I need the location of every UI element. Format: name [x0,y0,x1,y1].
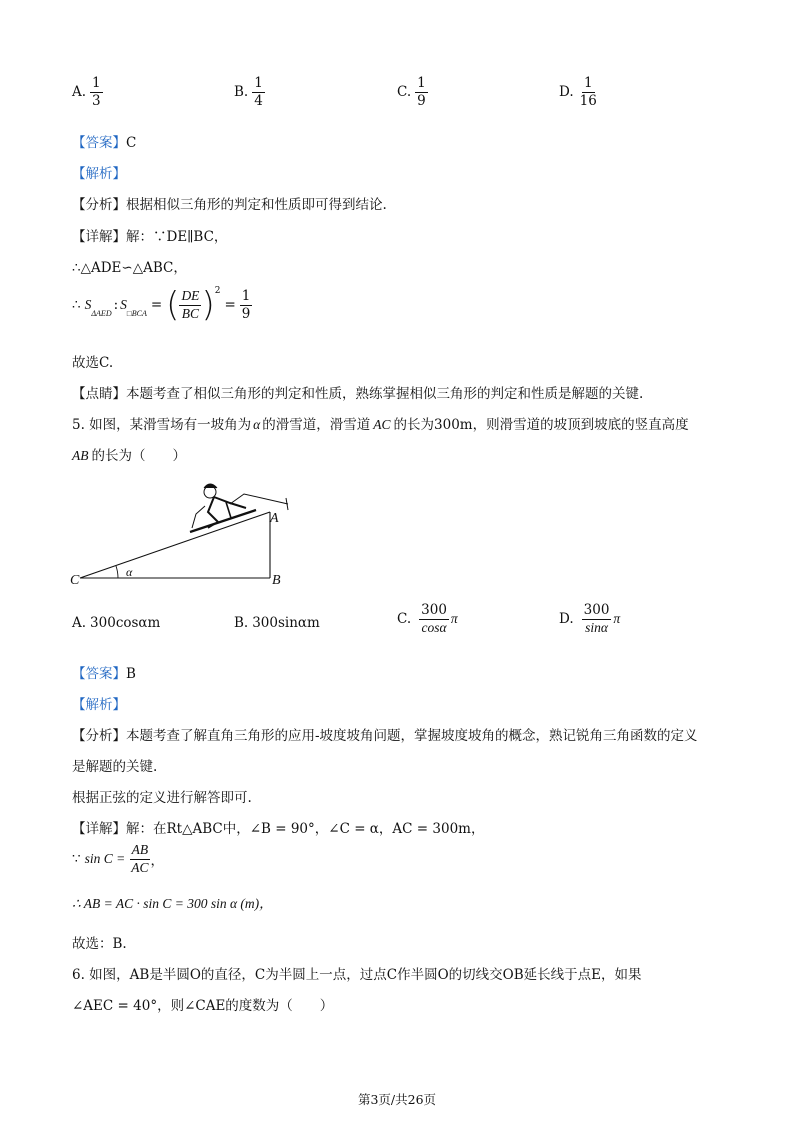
q5-result-formula: ∴ AB = AC · sin C = 300 sin α (m)， [72,896,273,911]
numerator: 300 [583,602,610,618]
page-footer: 第3页/共26页 [357,1092,437,1107]
detail-text: 解：∵DE∥BC， [126,229,228,245]
label-c: C [70,573,80,588]
q5-option-a [72,615,160,631]
area-symbol: S [84,297,92,312]
option-label: D. [559,84,574,101]
q4-analysis-tag: 【解析】 [72,166,126,182]
fraction [179,289,201,322]
q4-detail [72,225,227,245]
fenxi-text: 本题考查了解直角三角形的应用-坡度坡角问题，掌握坡度坡角的概念，熟记锐角三角函数的定义 [126,728,698,744]
stem-text: 5. 如图，某滑雪场有一坡角为 [72,417,252,433]
slope-line [80,512,270,578]
numerator: AB [130,843,151,860]
option-label: B. [234,615,249,631]
area-symbol: S [120,297,127,312]
comment-text: 本题考查了相似三角形的判定和性质，熟练掌握相似三角形的判定和性质是解题的关键. [126,386,644,402]
subscript: □BCA [126,309,147,318]
stem-text: 的滑雪道，滑雪道 [262,417,371,433]
denominator: 4 [254,92,263,109]
q4-option-a [72,76,103,109]
label-a: A [270,511,279,526]
option-label: A. [72,84,87,101]
denominator: cosα [421,619,447,635]
detail-tag: 【详解】 [72,821,126,837]
equals: = [224,297,236,313]
denominator: sinα [585,619,608,635]
denominator: 3 [92,92,101,109]
comment-tag: 【点睛】 [72,386,126,402]
pi-symbol: π [613,611,621,627]
q5-detail [72,817,484,837]
option-text: 300cosαm [90,615,161,631]
numerator: 1 [241,287,251,304]
comma: ， [150,853,164,870]
q5-option-b [234,615,320,631]
segment-label: AC [373,417,391,432]
detail-text: 解：在Rt△ABC中，∠B = 90°，∠C = α，AC = 300m， [126,821,485,837]
denominator: BC [181,305,200,321]
answer-value: C [126,135,137,151]
fraction [129,843,150,876]
q4-option-c [397,76,428,109]
fenxi-text: 根据相似三角形的判定和性质即可得到结论. [126,197,387,213]
angle-arc [116,566,118,578]
q5-conclude: 故选：B. [72,936,127,952]
segment-label: AB [72,448,89,463]
subscript: ΔAED [91,309,112,318]
numerator: 1 [92,75,101,91]
option-label: A. [72,615,87,631]
q4-answer [72,131,136,151]
left-paren: ( [166,285,180,325]
q5-fenxi-continued: 是解题的关键. [72,759,158,775]
q4-conclude: 故选C. [72,355,114,371]
numerator: 300 [421,602,447,618]
q4-option-d [559,76,599,109]
q4-area-ratio-formula [72,285,252,325]
fraction [582,603,612,636]
sine-lhs: sin C = [84,851,126,867]
q5-answer [72,662,136,682]
denominator: 9 [241,305,251,322]
q5-option-c [397,603,458,636]
option-label: C. [397,84,412,101]
alpha-symbol: α [253,417,261,432]
numerator: 1 [417,75,426,91]
because-symbol: ∵ [72,851,81,868]
answer-tag: 【答案】 [72,666,126,682]
q4-comment [72,382,643,402]
fraction [415,76,428,109]
fraction [90,76,103,109]
denominator: 9 [417,92,426,109]
q5-slope-figure [68,470,304,588]
q5-sine-definition: 根据正弦的定义进行解答即可. [72,790,252,806]
q5-stem-line2 [72,444,186,464]
option-text: 300sinαm [252,615,320,631]
q5-stem-line1 [72,413,689,433]
fraction [419,603,449,636]
detail-tag: 【详解】 [72,229,126,245]
q6-stem-line2: ∠AEC = 40°，则∠CAE的度数为（ ） [72,998,334,1014]
fenxi-tag: 【分析】 [72,197,126,213]
stem-text: 的长为（ ） [91,448,186,464]
numerator: 1 [254,75,263,91]
equals: = [150,297,163,313]
numerator: DE [179,289,201,306]
q4-option-b [234,76,265,109]
pi-symbol: π [450,611,458,627]
label-alpha: α [126,565,133,579]
denominator: AC [131,859,149,875]
q4-fenxi [72,193,387,213]
answer-tag: 【答案】 [72,135,126,151]
colon: : [113,297,119,313]
exponent: 2 [214,286,221,296]
fraction [578,76,599,109]
therefore-symbol: ∴ [72,297,81,313]
denominator: 16 [579,92,597,109]
fenxi-tag: 【分析】 [72,728,126,744]
q4-similar-line: ∴△ADE∽△ABC， [72,260,187,276]
q5-analysis-tag: 【解析】 [72,697,126,713]
numerator: 1 [583,75,593,91]
option-label: C. [397,611,412,628]
answer-value: B [126,666,136,682]
option-label: B. [234,84,249,101]
stem-text: 的长为300m，则滑雪道的坡顶到坡底的竖直高度 [393,417,689,433]
fraction [240,289,253,322]
right-paren: ) [201,285,215,325]
q6-stem-line1: 6. 如图，AB是半圆O的直径，C为半圆上一点，过点C作半圆O的切线交OB延长线于点E，如果 [72,967,642,983]
label-b: B [272,573,281,588]
q5-sine-formula [72,843,164,876]
q5-option-d [559,603,620,636]
q5-fenxi [72,724,698,744]
option-label: D. [559,611,574,628]
fraction [252,76,265,109]
